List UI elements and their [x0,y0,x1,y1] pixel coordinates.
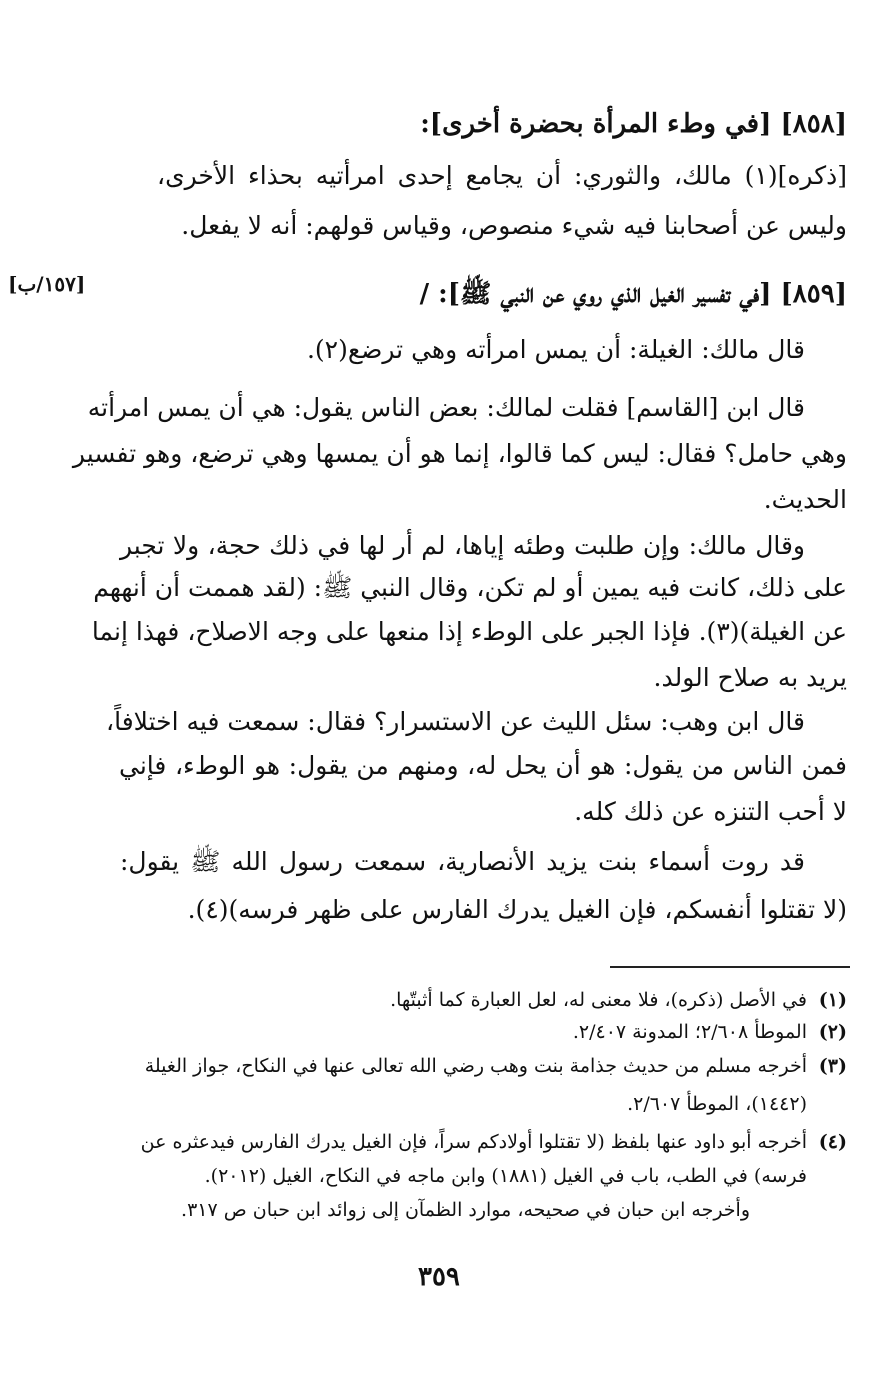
body-line: وليس عن أصحابنا فيه شيء منصوص، وقياس قولهم: أنه لا يفعل. [181,211,847,240]
footnote-text: وأخرجه ابن حبان في صحيحه، موارد الظمآن إلى زوائد ابن حبان ص ٣١٧. [181,1199,750,1221]
body-line: (لا تقتلوا أنفسكم، فإن الغيل يدرك الفارس على ظهر فرسه)(٤). [187,895,847,924]
footnote-text: الموطأ ٢/٦٠٨؛ المدونة ٢/٤٠٧. [572,1021,807,1043]
footnote-text: أخرجه أبو داود عنها بلفظ (لا تقتلوا أولادكم سراً، فإن الغيل يدرك الفارس فيدعثره عن [140,1131,807,1153]
body-line: فمن الناس من يقول: هو أن يحل له، ومنهم من يقول: هو الوطء، فإني [119,751,847,780]
footnote-number: (١) [818,989,847,1011]
footnote-text: فرسه) في الطب، باب في الغيل (١٨٨١) وابن ماجه في النكاح، الغيل (٢٠١٢). [204,1165,807,1187]
body-line: وقال مالك: وإن طلبت وطئه إياها، لم أر لها في ذلك حجة، ولا تجبر [120,531,805,560]
body-line: وهي حامل؟ فقال: ليس كما قالوا، إنما هو أن يمسها وهي ترضع، وهو تفسير [72,439,847,468]
body-line: الحديث. [763,485,847,514]
body-line: قال ابن وهب: سئل الليث عن الاستسرار؟ فقال: سمعت فيه اختلافاً، [106,707,805,736]
body-line: لا أحب التنزه عن ذلك كله. [574,797,847,826]
footnote-text: في الأصل (ذكره)، فلا معنى له، لعل العبارة كما أثبتّها. [390,989,807,1011]
body-line: [ذكره](١) مالك، والثوري: أن يجامع إحدى امرأتيه بحذاء الأخرى، [157,161,847,190]
margin-folio-note: [١٥٧/ب] [8,272,86,296]
footnote-number: (٤) [818,1131,847,1153]
footnote-number: (٢) [818,1021,847,1043]
body-line: على ذلك، كانت فيه يمين أو لم تكن، وقال النبي ﷺ: (لقد هممت أن أنههم [93,573,847,602]
body-line: يريد به صلاح الولد. [653,663,847,692]
body-line: قد روت أسماء بنت يزيد الأنصارية، سمعت رسول الله ﷺ يقول: [120,847,805,876]
page-number: ٣٥٩ [418,1262,460,1292]
body-line: قال ابن [القاسم] فقلت لمالك: بعض الناس يقول: هي أن يمس امرأته [87,393,805,422]
section-heading-858: [٨٥٨] [في وطء المرأة بحضرة أخرى]: [420,109,847,139]
footnote-text: أخرجه مسلم من حديث جذامة بنت وهب رضي الله تعالى عنها في النكاح، جواز الغيلة [144,1055,807,1077]
section-heading-859: [٨٥٩] [في تفسير الغيل الذي روي عن النبي ﷺ]: / [419,279,847,309]
footnote-number: (٣) [818,1055,847,1077]
body-line: قال مالك: الغيلة: أن يمس امرأته وهي ترضع(٢). [306,335,805,364]
footnote-text: (١٤٤٢)، الموطأ ٢/٦٠٧. [627,1093,807,1115]
footnote-separator [610,966,850,968]
body-line: عن الغيلة)(٣). فإذا الجبر على الوطء إذا منعها على وجه الاصلاح، فهذا إنما [91,617,847,646]
